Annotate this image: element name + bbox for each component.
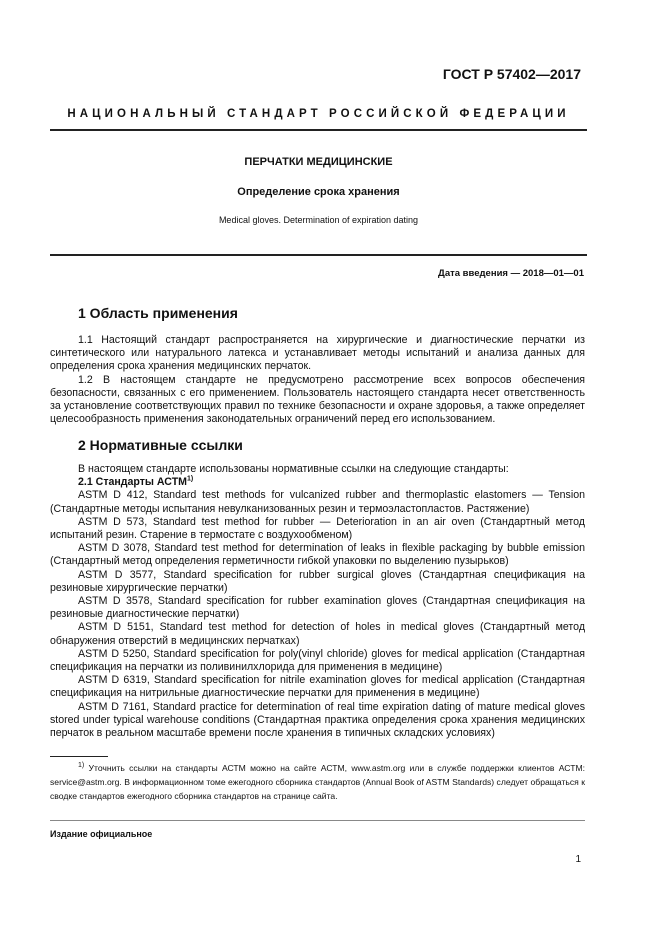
paragraph-1-2: 1.2 В настоящем стандарте не предусмотрено рассмотрение всех вопросов обеспечения безопасности, связанных с его применением. Пользователь настоящего стандарта несет ответственность за установление соответствующих правил по технике безопасности и охране здоровья, а также определяет целесообразность применения законодательных ограничений перед его использованием. (50, 373, 585, 426)
standard-title: ПЕРЧАТКИ МЕДИЦИНСКИЕ (244, 156, 393, 168)
page-number: 1 (575, 854, 581, 865)
paragraph-1-1: 1.1 Настоящий стандарт распространяется на хирургические и диагностические перчатки из синтетического или натурального латекса и устанавливает методы испытаний и анализа данных для определения срока хранения медицинских перчаток. (50, 334, 585, 373)
official-edition-label: Издание официальное (50, 829, 153, 839)
standard-subtitle: Определение срока хранения (237, 186, 400, 198)
subsection-2-1-title: 2.1 Стандарты АСТМ (78, 476, 187, 489)
footnote-text: Уточнить ссылки на стандарты АСТМ можно на сайте АСТМ, www.astm.org или в службе поддержки клиентов АСТМ: service@astm.org. В информационном томе ежегодного сборника стандартов (Annual Book of ASTM Standards) следует обращаться к сводке стандартов ежегодного сборника стандартов на странице сайта. (50, 763, 586, 801)
reference-astm-d7161: ASTM D 7161, Standard practice for determination of real time expiration dating of mature medical gloves stored under typical warehouse conditions (Стандартная практика определения срока хранения медицинских перчаток в реальном масштабе времени после хранения в типичных складских условиях) (50, 700, 585, 740)
section-1-heading: 1 Область применения (78, 305, 238, 321)
footnote-number: 1) (78, 762, 85, 770)
subsection-2-1-heading (50, 476, 585, 489)
reference-astm-d412: ASTM D 412, Standard test methods for vulcanized rubber and thermoplastic elastomers — Tension (Стандартные методы испытания невулканизованных резин и термоэластопластов. Растяжение) (50, 489, 585, 515)
header-rule (50, 129, 587, 131)
reference-astm-d3577: ASTM D 3577, Standard specification for rubber surgical gloves (Стандартная спецификация на резиновые хирургические перчатки) (50, 568, 585, 594)
reference-astm-d3078: ASTM D 3078, Standard test method for determination of leaks in flexible packaging by bubble emission (Стандартный метод определения герметичности гибкой упаковки по выделению пузырьков) (50, 542, 585, 568)
reference-astm-d3578: ASTM D 3578, Standard specification for rubber examination gloves (Стандартная спецификация на резиновые диагностические перчатки) (50, 595, 585, 621)
title-rule (50, 254, 587, 256)
section-2-heading: 2 Нормативные ссылки (78, 437, 243, 453)
section-2-body (50, 463, 585, 740)
footnote (50, 761, 585, 803)
introduction-date: Дата введения — 2018—01—01 (438, 268, 584, 279)
reference-astm-d5250: ASTM D 5250, Standard specification for poly(vinyl chloride) gloves for medical application (Стандартная спецификация на перчатки из поливинилхлорида для применения в медицине) (50, 647, 585, 674)
reference-astm-d6319: ASTM D 6319, Standard specification for nitrile examination gloves for medical application (Стандартная спецификация на нитрильные диагностические перчатки для применения в медицине) (50, 674, 585, 700)
national-standard-title: НАЦИОНАЛЬНЫЙ СТАНДАРТ РОССИЙСКОЙ ФЕДЕРАЦИИ (67, 108, 570, 120)
section-2-intro: В настоящем стандарте использованы нормативные ссылки на следующие стандарты: (78, 463, 509, 475)
section-1-body (50, 334, 585, 426)
english-title: Medical gloves. Determination of expiration dating (218, 215, 419, 225)
reference-astm-d573: ASTM D 573, Standard test method for rubber — Deterioration in an air oven (Стандартный метод испытаний резин. Старение в термостате с воздухообменом) (50, 515, 585, 542)
document-code: ГОСТ Р 57402—2017 (442, 66, 581, 82)
footnote-mark: 1) (187, 475, 194, 483)
reference-astm-d5151: ASTM D 5151, Standard test method for detection of holes in medical gloves (Стандартный метод обнаружения отверстий в медицинских перчатках) (50, 621, 585, 647)
footer-rule (50, 820, 585, 821)
footnote-separator (50, 756, 108, 757)
